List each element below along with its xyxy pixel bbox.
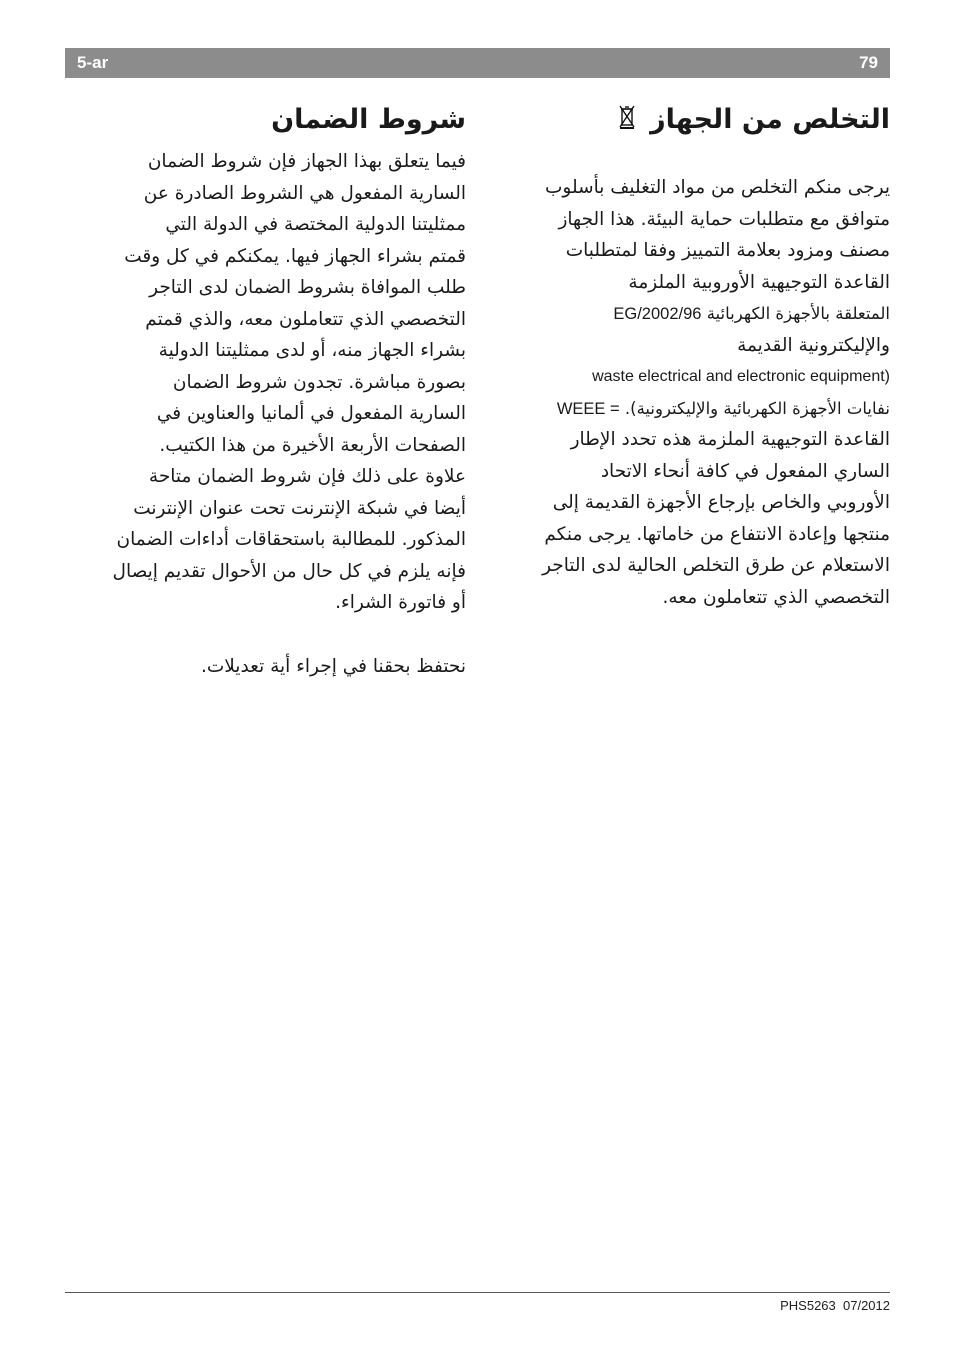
warranty-line: أو فاتورة الشراء. <box>335 592 466 613</box>
warranty-title: شروط الضمان <box>271 104 466 135</box>
warranty-line: بشراء الجهاز منه، أو لدى ممثليتنا الدولية <box>158 340 466 361</box>
disposal-line: والإليكترونية القديمة <box>737 334 890 356</box>
crossed-out-bin-icon <box>619 101 635 141</box>
disposal-line: يرجى منكم التخلص من مواد التغليف بأسلوب <box>545 177 890 198</box>
weee-definition-line <box>496 393 890 425</box>
warranty-line: الصفحات الأربعة الأخيرة من هذا الكتيب. <box>159 434 466 456</box>
section-label: 5-ar <box>77 53 109 72</box>
page-header-bar <box>65 48 890 78</box>
disposal-title: التخلص من الجهاز <box>650 104 890 135</box>
disposal-section <box>496 100 890 613</box>
directive-line <box>496 298 890 330</box>
warranty-line: التخصصي الذي تتعاملون معه، والذي قمتم <box>145 308 466 330</box>
warranty-line: ممثليتنا الدولية المختصة في الدولة التي <box>165 214 466 235</box>
warranty-note: نحتفظ بحقنا في إجراء أية تعديلات. <box>200 655 466 677</box>
weee-arabic: نفايات الأجهزة الكهربائية والإليكترونية). <box>624 398 890 418</box>
directive-code: 2002/96/EG <box>613 305 702 323</box>
warranty-line: أيضا في شبكة الإنترنت تحت عنوان الإنترنت <box>133 497 466 519</box>
warranty-line: فإنه يلزم في كل حال من الأحوال تقديم إيصال <box>112 560 466 582</box>
disposal-line: الأوروبي والخاص بإرجاع الأجهزة القديمة إلى <box>552 492 890 513</box>
page-number: 79 <box>859 53 878 72</box>
warranty-line: قمتم بشراء الجهاز فيها. يمكنكم في كل وقت <box>124 245 466 267</box>
disposal-heading <box>496 100 890 146</box>
disposal-line: منتجها وإعادة الانتفاع من خاماتها. يرجى منكم <box>544 523 890 545</box>
warranty-line: السارية المفعول في ألمانيا والعناوين في <box>156 403 466 424</box>
warranty-line: المذكور. للمطالبة باستحقاقات أداءات الضمان <box>116 529 466 550</box>
disposal-line: القاعدة التوجيهية الملزمة هذه تحدد الإطار <box>570 429 890 450</box>
warranty-line: بصورة مباشرة. تجدون شروط الضمان <box>172 371 466 393</box>
warranty-section <box>66 100 466 682</box>
warranty-line: فيما يتعلق بهذا الجهاز فإن شروط الضمان <box>147 151 466 172</box>
disposal-line: التخصصي الذي تتعاملون معه. <box>662 586 890 608</box>
footer-date: 07/2012 <box>843 1298 890 1313</box>
warranty-line: طلب الموافاة بشروط الضمان لدى التاجر <box>149 277 466 298</box>
weee-abbreviation: WEEE = <box>556 399 620 418</box>
disposal-line: الاستعلام عن طرق التخلص الحالية لدى التاجر <box>542 555 890 576</box>
warranty-line: السارية المفعول هي الشروط الصادرة عن <box>143 182 466 204</box>
footer-divider <box>65 1292 890 1293</box>
warranty-line: علاوة على ذلك فإن شروط الضمان متاحة <box>148 466 466 487</box>
disposal-line: الساري المفعول في كافة أنحاء الاتحاد <box>600 460 890 482</box>
weee-english-line: waste electrical and electronic equipment) <box>592 368 890 385</box>
disposal-line: القاعدة التوجيهية الأوروبية الملزمة <box>628 271 890 293</box>
disposal-line: مصنف ومزود بعلامة التمييز وفقا لمتطلبات <box>565 240 890 261</box>
footer-model: PHS5263 <box>780 1298 836 1313</box>
directive-text: المتعلقة بالأجهزة الكهربائية <box>706 304 890 323</box>
disposal-line: متوافق مع متطلبات حماية البيئة. هذا الجهاز <box>558 208 890 230</box>
footer <box>780 1298 890 1313</box>
